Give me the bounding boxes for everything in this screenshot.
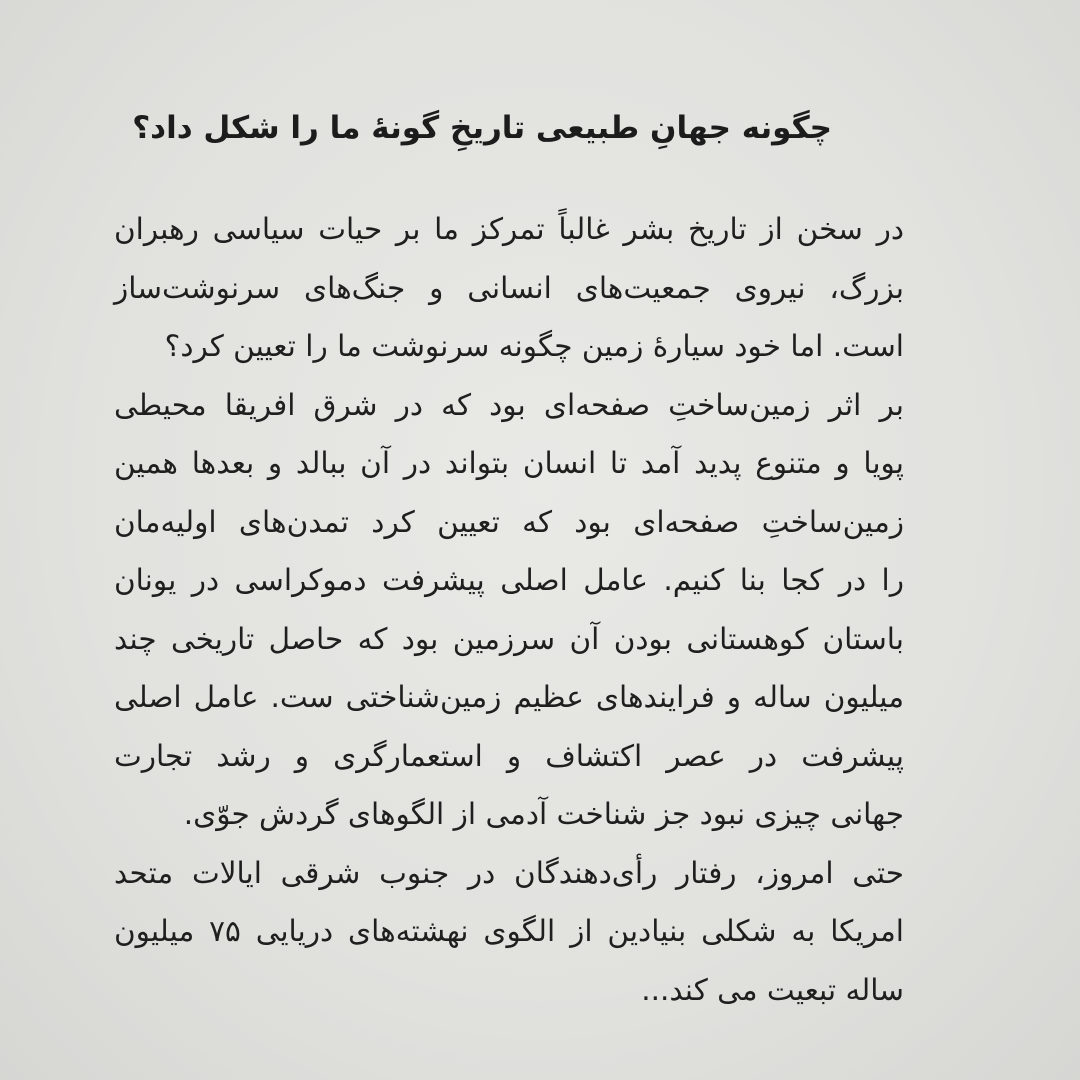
text-line: پیشرفت در عصر اکتشاف و استعمارگری و رشد تجارت: [114, 738, 904, 773]
body-paragraph: [114, 200, 904, 1019]
text-line: را در کجا بنا کنیم. عامل اصلی پیشرفت دموکراسی در یونان: [114, 563, 904, 597]
page-title: چگونه جهانِ طبیعی تاریخِ گونهٔ ما را شکل داد؟: [132, 110, 832, 146]
text-line: بزرگ، نیروی جمعیت‌های انسانی و جنگ‌های سرنوشت‌ساز: [114, 270, 904, 305]
text-line: زمین‌ساختِ صفحه‌ای بود که تعیین کرد تمدن‌های اولیه‌مان: [114, 504, 904, 539]
text-line: در سخن از تاریخ بشر غالباً تمرکز ما بر حیات سیاسی رهبران: [114, 212, 904, 246]
text-line: بر اثر زمین‌ساختِ صفحه‌ای بود که در شرق افریقا محیطی: [114, 387, 904, 422]
text-line: باستان کوهستانی بودن آن سرزمین بود که حاصل تاریخی چند: [114, 621, 904, 656]
text-line: پویا و متنوع پدید آمد تا انسان بتواند در آن ببالد و بعدها همین: [114, 446, 904, 480]
text-line: است. اما خود سیارهٔ زمین چگونه سرنوشت ما را تعیین کرد؟: [164, 329, 904, 363]
text-line: میلیون ساله و فرایندهای عظیم زمین‌شناختی ست. عامل اصلی: [114, 680, 904, 714]
text-line: امریکا به شکلی بنیادین از الگوی نهشته‌های دریایی ۷۵ میلیون: [114, 914, 904, 948]
text-line: ساله تبعیت می کند...: [641, 972, 904, 1007]
text-line: حتی امروز، رفتار رأی‌دهندگان در جنوب شرقی ایالات متحد: [114, 855, 904, 890]
text-line: جهانی چیزی نبود جز شناخت آدمی از الگوهای گردش جوّی.: [183, 797, 904, 831]
